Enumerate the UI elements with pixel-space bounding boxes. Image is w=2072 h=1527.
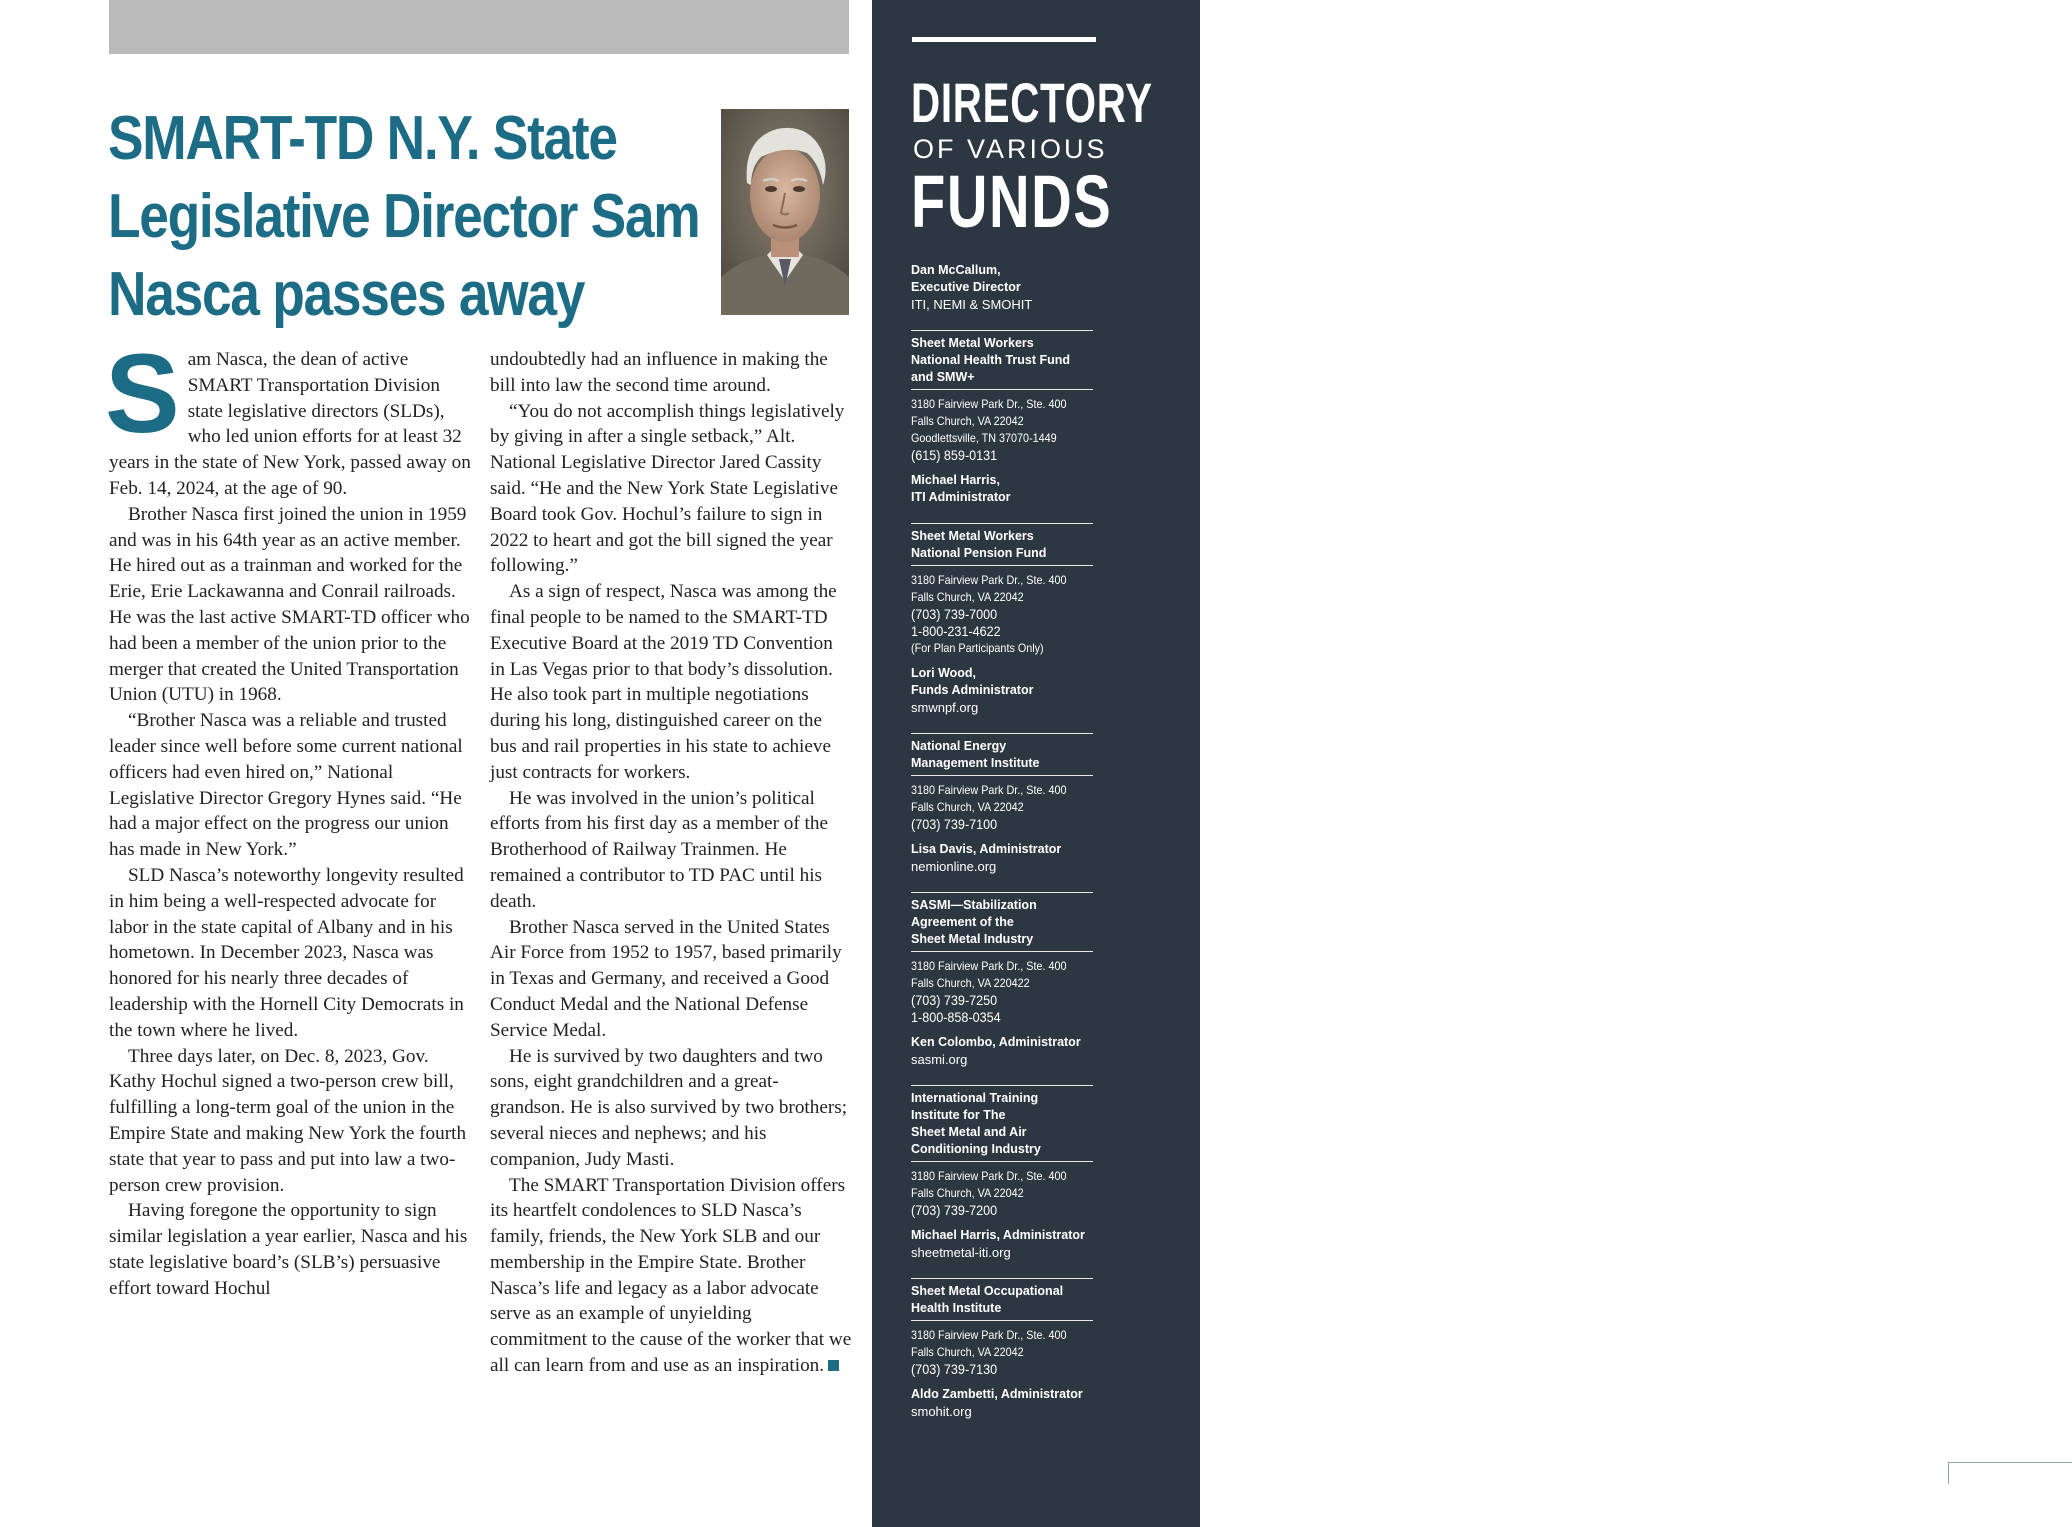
article-paragraph: He was involved in the union’s political efforts from his first day as a member of the Brotherhood of Railway Trainmen. He remained a contributor to TD PAC until his death. [490, 787, 828, 912]
portrait-illustration [721, 109, 849, 315]
headline-line: Legislative Director Sam [108, 182, 700, 251]
fund-name: Sheet Metal Workers National Health Trust Fund and SMW+ [911, 330, 1093, 390]
fund-name: Sheet Metal Occupational Health Institute [911, 1278, 1093, 1321]
fund-entries [911, 330, 1093, 1420]
fund-phone: 1-800-231-4622 [911, 623, 1001, 639]
lead-contact: Dan McCallum, Executive Director ITI, NEMI & SMOHIT [911, 263, 1033, 312]
top-gray-bar [109, 0, 849, 54]
portrait-photo [721, 109, 849, 315]
footer-rule [1948, 1462, 2072, 1463]
article-paragraph: As a sign of respect, Nasca was among the final people to be named to the SMART-TD Executive Board at the 2019 TD Convention in Las Vegas prior to that body’s dissolution. He also took part in multiple negotiations during his long, distinguished career on the bus and rail properties in his state to achieve just contracts for workers. [490, 581, 837, 783]
article-paragraph: Brother Nasca first joined the union in 1959 and was in his 64th year as an active member. He hired out as a trainman and worked for the Erie, Erie Lackawanna and Conrail railroads. He was the last active SMART-TD officer who had been a member of the union prior to the merger that created the United Transportation Union (UTU) in 1968. [109, 503, 470, 706]
fund-contact: Michael Harris, ITI Administrator [911, 473, 1011, 504]
sidebar-title-of-various: OF VARIOUS [913, 134, 1108, 164]
fund-entry [911, 892, 1093, 1068]
end-mark-icon [828, 1360, 839, 1371]
fund-contact: Michael Harris, Administrator sheetmetal-iti.org [911, 1227, 1093, 1261]
fund-contact: Ken Colombo, Administrator sasmi.org [911, 1034, 1093, 1068]
fund-contact: Lisa Davis, Administrator nemionline.org [911, 841, 1093, 875]
fund-address: 3180 Fairview Park Dr., Ste. 400 Falls Church, VA 22042 (703) 739-7000 1-800-231-4622 (For Plan Participants Only) [911, 572, 1091, 657]
fund-website: sheetmetal-iti.org [911, 1245, 1011, 1260]
article-paragraph: “You do not accomplish things legislatively by giving in after a single setback,” Alt. National Legislative Director Jared Cassity said. “He and the New York State Legislative Board took Gov. Hochul’s failure to sign in 2022 to heart and got the bill signed the year following.” [490, 400, 845, 577]
fund-name: International Training Institute for The Sheet Metal and Air Conditioning Industry [911, 1085, 1093, 1162]
article-paragraph: He is survived by two daughters and two sons, eight grandchildren and a great-grandson. He is also survived by two brothers; several nieces and nephews; and his companion, Judy Masti. [490, 1045, 848, 1170]
sidebar-title-funds: FUNDS [911, 160, 1113, 243]
fund-note: (For Plan Participants Only) [911, 641, 1044, 655]
article-paragraph: undoubtedly had an influence in making the bill into law the second time around. [490, 349, 828, 396]
article-paragraph-last: The SMART Transportation Division offers its heartfelt condolences to SLD Nasca’s family, friends, the New York SLB and our membership in the Empire State. Brother Nasca’s life and legacy as a labor advocate serve as an example of unyielding commitment to the cause of the worker that we all can learn from and use as an inspiration. [490, 1174, 852, 1377]
article-paragraph: Three days later, on Dec. 8, 2023, Gov. Kathy Hochul signed a two-person crew bill, fulfilling a long-term goal of the union in the Empire State and making New York the fourth state that year to pass and put into law a two-person crew provision. [109, 1045, 467, 1196]
fund-address: 3180 Fairview Park Dr., Ste. 400 Falls Church, VA 22042 (703) 739-7200 [911, 1168, 1091, 1219]
fund-contact: Lori Wood, Funds Administrator smwnpf.org [911, 665, 1093, 716]
fund-phone: (703) 739-7000 [911, 606, 998, 622]
fund-entry [911, 1085, 1093, 1261]
sidebar-top-rule [912, 37, 1096, 42]
drop-cap: S [105, 331, 180, 456]
footer-issue-season: SPRING 2024 [1833, 1466, 1896, 1498]
article-paragraph: SLD Nasca’s noteworthy longevity resulted in him being a well-respected advocate for labor in the state capital of Albany and in his hometown. In December 2023, Nasca was honored for his nearly three decades of leadership with the Hornell City Democrats in the town where he lived. [109, 864, 464, 1041]
fund-name: National Energy Management Institute [911, 733, 1093, 776]
article-paragraph: “Brother Nasca was a reliable and trusted leader since well before some current national officers had even hired on,” National Legislative Director Gregory Hynes said. “He had a major effect on the progress our union has made in New York.” [109, 710, 463, 861]
fund-contact: Aldo Zambetti, Administrator smohit.org [911, 1386, 1093, 1420]
fund-entry [911, 733, 1093, 875]
fund-address: 3180 Fairview Park Dr., Ste. 400 Falls Church, VA 22042 Goodlettsville, TN 37070-1449 (615) 859-0131 [911, 396, 1091, 464]
article-headline [108, 100, 710, 334]
article-paragraph: Sam Nasca, the dean of active SMART Transportation Division state legislative directors (SLDs), who led union efforts for at least 32 years in the state of New York, passed away on Feb. 14, 2024, at the age of 90. [105, 331, 471, 499]
fund-website: sasmi.org [911, 1052, 968, 1067]
article-column-1 [105, 331, 471, 1301]
fund-phone: (703) 739-7130 [911, 1361, 998, 1377]
fund-entry [911, 330, 1093, 506]
sidebar-title-directory: DIRECTORY [911, 71, 1153, 134]
headline-line: SMART-TD N.Y. State [108, 104, 617, 173]
fund-website: smwnpf.org [911, 700, 979, 715]
footer-separator [1948, 1462, 1949, 1484]
funds-list [911, 262, 1093, 1420]
fund-phone: (615) 859-0131 [911, 447, 998, 463]
article-paragraph: Brother Nasca served in the United States Air Force from 1952 to 1957, based primarily in Texas and Germany, and received a Good Conduct Medal and the National Defense Service Medal. [490, 916, 842, 1041]
fund-website: smohit.org [911, 1404, 972, 1419]
fund-phone: (703) 739-7250 [911, 992, 998, 1008]
fund-address: 3180 Fairview Park Dr., Ste. 400 Falls Church, VA 22042 (703) 739-7130 [911, 1327, 1091, 1378]
fund-phone: (703) 739-7100 [911, 816, 998, 832]
article-column-2 [490, 347, 852, 1379]
funds-directory-sidebar [872, 0, 1979, 1527]
fund-phone: (703) 739-7200 [911, 1202, 998, 1218]
page-number: 19 [1962, 1464, 1979, 1481]
fund-address: 3180 Fairview Park Dr., Ste. 400 Falls Church, VA 22042 (703) 739-7100 [911, 782, 1091, 833]
fund-phone: 1-800-858-0354 [911, 1009, 1001, 1025]
fund-website: nemionline.org [911, 859, 997, 874]
fund-name: Sheet Metal Workers National Pension Fund [911, 523, 1093, 566]
headline-line: Nasca passes away [108, 260, 585, 329]
fund-name: SASMI—Stabilization Agreement of the Sheet Metal Industry [911, 892, 1093, 952]
fund-entry [911, 523, 1093, 716]
fund-entry [911, 1278, 1093, 1420]
article-paragraph: Having foregone the opportunity to sign similar legislation a year earlier, Nasca and his state legislative board’s (SLB’s) persuasive effort toward Hochul [109, 1200, 468, 1299]
fund-address: 3180 Fairview Park Dr., Ste. 400 Falls Church, VA 220422 (703) 739-7250 1-800-858-0354 [911, 958, 1091, 1026]
